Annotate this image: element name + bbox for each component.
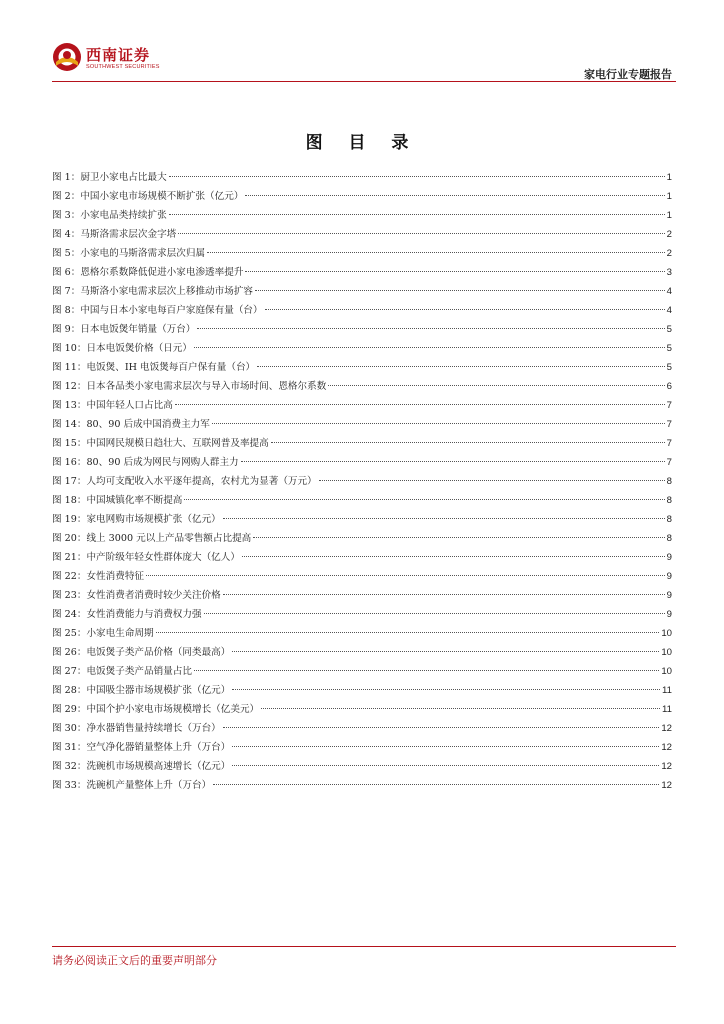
toc-entry-page: 4 xyxy=(666,286,672,297)
toc-entry-label: 图 8：中国与日本小家电每百户家庭保有量（台） xyxy=(52,305,263,316)
toc-entry[interactable] xyxy=(52,491,672,510)
toc-entry-page: 5 xyxy=(666,362,672,373)
company-logo xyxy=(52,42,202,74)
header-divider xyxy=(52,81,676,82)
toc-entry-page: 9 xyxy=(666,609,672,620)
toc-entry-label: 图 12：日本各品类小家电需求层次与导入市场时间、恩格尔系数 xyxy=(52,381,327,392)
toc-leader-dots xyxy=(319,480,665,481)
toc-entry-page: 1 xyxy=(666,172,672,183)
toc-entry[interactable] xyxy=(52,415,672,434)
toc-entry-label: 图 22：女性消费特征 xyxy=(52,571,145,582)
toc-entry-page: 1 xyxy=(666,191,672,202)
toc-leader-dots xyxy=(271,442,665,443)
toc-entry-page: 8 xyxy=(666,514,672,525)
toc-entry-page: 7 xyxy=(666,400,672,411)
toc-entry-page: 9 xyxy=(666,590,672,601)
toc-entry-page: 8 xyxy=(666,495,672,506)
toc-entry[interactable] xyxy=(52,567,672,586)
toc-leader-dots xyxy=(241,461,665,462)
toc-leader-dots xyxy=(223,727,660,728)
toc-entry-page: 5 xyxy=(666,343,672,354)
toc-leader-dots xyxy=(194,347,665,348)
report-title: 家电行业专题报告 xyxy=(584,68,672,81)
toc-entry-page: 6 xyxy=(666,381,672,392)
toc-entry-page: 4 xyxy=(666,305,672,316)
toc-entry-page: 11 xyxy=(662,704,672,715)
toc-entry-label: 图 25：小家电生命周期 xyxy=(52,628,154,639)
toc-entry-label: 图 28：中国吸尘器市场规模扩张（亿元） xyxy=(52,685,231,696)
toc-entry[interactable] xyxy=(52,472,672,491)
toc-entry[interactable] xyxy=(52,586,672,605)
toc-entry-page: 7 xyxy=(666,457,672,468)
logo-cn-text: 西南证券 xyxy=(86,46,151,64)
toc-entry[interactable] xyxy=(52,719,672,738)
toc-leader-dots xyxy=(328,385,664,386)
toc-entry[interactable] xyxy=(52,377,672,396)
toc-entry-label: 图 30：净水器销售量持续增长（万台） xyxy=(52,723,221,734)
toc-entry[interactable] xyxy=(52,434,672,453)
toc-entry-label: 图 2：中国小家电市场规模不断扩张（亿元） xyxy=(52,191,244,202)
toc-entry[interactable] xyxy=(52,700,672,719)
toc-entry[interactable] xyxy=(52,681,672,700)
toc-leader-dots xyxy=(207,252,665,253)
toc-title: 图 目 录 xyxy=(305,133,419,153)
toc-entry-page: 3 xyxy=(666,267,672,278)
toc-entry-label: 图 18：中国城镇化率不断提高 xyxy=(52,495,183,506)
toc-entry[interactable] xyxy=(52,225,672,244)
toc-leader-dots xyxy=(223,518,665,519)
toc-entry-page: 10 xyxy=(661,666,672,677)
toc-leader-dots xyxy=(255,290,665,291)
toc-entry[interactable] xyxy=(52,605,672,624)
toc-entry[interactable] xyxy=(52,263,672,282)
toc-entry-label: 图 9：日本电饭煲年销量（万台） xyxy=(52,324,196,335)
toc-leader-dots xyxy=(184,499,664,500)
toc-entry-label: 图 31：空气净化器销量整体上升（万台） xyxy=(52,742,231,753)
toc-entry-page: 2 xyxy=(666,248,672,259)
toc-entry-page: 12 xyxy=(661,742,672,753)
toc-entry[interactable] xyxy=(52,168,672,187)
toc-entry-page: 5 xyxy=(666,324,672,335)
toc-entry-page: 12 xyxy=(661,780,672,791)
toc-leader-dots xyxy=(232,765,659,766)
toc-entry-page: 12 xyxy=(661,723,672,734)
toc-entry[interactable] xyxy=(52,282,672,301)
toc-leader-dots xyxy=(212,423,665,424)
toc-entry[interactable] xyxy=(52,396,672,415)
toc-entry-label: 图 15：中国网民规模日趋壮大、互联网普及率提高 xyxy=(52,438,269,449)
logo-emblem-icon xyxy=(52,42,82,72)
logo-en-text: SOUTHWEST SECURITIES xyxy=(86,64,160,70)
toc-entry-label: 图 3：小家电品类持续扩张 xyxy=(52,210,167,221)
toc-leader-dots xyxy=(178,233,664,234)
toc-entry-label: 图 10：日本电饭煲价格（日元） xyxy=(52,343,192,354)
toc-entry[interactable] xyxy=(52,510,672,529)
toc-leader-dots xyxy=(194,670,659,671)
toc-entry-label: 图 20：线上 3000 元以上产品零售额占比提高 xyxy=(52,533,252,544)
toc-entry[interactable] xyxy=(52,453,672,472)
toc-entry-page: 2 xyxy=(666,229,672,240)
toc-leader-dots xyxy=(265,309,665,310)
toc-entry[interactable] xyxy=(52,187,672,206)
toc-entry-page: 8 xyxy=(666,533,672,544)
table-of-figures xyxy=(52,168,672,795)
toc-entry-label: 图 26：电饭煲子类产品价格（同类最高） xyxy=(52,647,231,658)
toc-entry[interactable] xyxy=(52,643,672,662)
toc-entry-page: 12 xyxy=(661,761,672,772)
toc-leader-dots xyxy=(245,195,664,196)
page-header xyxy=(52,42,676,82)
toc-entry-label: 图 29：中国个护小家电市场规模增长（亿美元） xyxy=(52,704,260,715)
toc-leader-dots xyxy=(156,632,660,633)
toc-entry[interactable] xyxy=(52,320,672,339)
toc-leader-dots xyxy=(253,537,664,538)
toc-leader-dots xyxy=(223,594,665,595)
toc-entry[interactable] xyxy=(52,301,672,320)
toc-entry-label: 图 14：80、90 后成中国消费主力军 xyxy=(52,419,210,430)
toc-entry-page: 11 xyxy=(662,685,672,696)
toc-entry-label: 图 7：马斯洛小家电需求层次上移推动市场扩容 xyxy=(52,286,254,297)
toc-entry-label: 图 11：电饭煲、IH 电饭煲每百户保有量（台） xyxy=(52,362,256,373)
toc-leader-dots xyxy=(197,328,664,329)
toc-entry-label: 图 6：恩格尔系数降低促进小家电渗透率提升 xyxy=(52,267,244,278)
toc-entry[interactable] xyxy=(52,339,672,358)
toc-entry-label: 图 27：电饭煲子类产品销量占比 xyxy=(52,666,192,677)
toc-entry-page: 10 xyxy=(661,628,672,639)
toc-entry-page: 9 xyxy=(666,552,672,563)
toc-entry-page: 9 xyxy=(666,571,672,582)
toc-leader-dots xyxy=(245,271,664,272)
toc-entry[interactable] xyxy=(52,738,672,757)
toc-entry-label: 图 24：女性消费能力与消费权力强 xyxy=(52,609,202,620)
toc-entry[interactable] xyxy=(52,548,672,567)
toc-entry[interactable] xyxy=(52,776,672,795)
toc-entry-page: 10 xyxy=(661,647,672,658)
toc-entry[interactable] xyxy=(52,757,672,776)
toc-entry-page: 7 xyxy=(666,419,672,430)
toc-leader-dots xyxy=(175,404,665,405)
toc-leader-dots xyxy=(169,214,665,215)
footer-disclaimer: 请务必阅读正文后的重要声明部分 xyxy=(52,954,217,967)
toc-leader-dots xyxy=(169,176,665,177)
toc-entry-page: 1 xyxy=(666,210,672,221)
toc-entry-label: 图 21：中产阶级年轻女性群体庞大（亿人） xyxy=(52,552,240,563)
toc-entry[interactable] xyxy=(52,358,672,377)
toc-leader-dots xyxy=(146,575,665,576)
toc-entry[interactable] xyxy=(52,206,672,225)
toc-leader-dots xyxy=(232,689,660,690)
toc-leader-dots xyxy=(232,746,659,747)
toc-entry-label: 图 1：厨卫小家电占比最大 xyxy=(52,172,167,183)
toc-entry-page: 8 xyxy=(666,476,672,487)
toc-entry-label: 图 19：家电网购市场规模扩张（亿元） xyxy=(52,514,221,525)
toc-entry-label: 图 5：小家电的马斯洛需求层次归属 xyxy=(52,248,206,259)
toc-entry[interactable] xyxy=(52,244,672,263)
toc-leader-dots xyxy=(204,613,665,614)
toc-entry-label: 图 32：洗碗机市场规模高速增长（亿元） xyxy=(52,761,231,772)
footer-divider xyxy=(52,946,676,947)
toc-entry[interactable] xyxy=(52,662,672,681)
toc-leader-dots xyxy=(232,651,659,652)
toc-entry[interactable] xyxy=(52,624,672,643)
toc-entry-label: 图 4：马斯洛需求层次金字塔 xyxy=(52,229,177,240)
toc-entry[interactable] xyxy=(52,529,672,548)
toc-leader-dots xyxy=(213,784,659,785)
toc-entry-label: 图 23：女性消费者消费时较少关注价格 xyxy=(52,590,221,601)
toc-entry-label: 图 13：中国年轻人口占比高 xyxy=(52,400,173,411)
toc-entry-label: 图 33：洗碗机产量整体上升（万台） xyxy=(52,780,212,791)
toc-entry-label: 图 16：80、90 后成为网民与网购人群主力 xyxy=(52,457,239,468)
toc-leader-dots xyxy=(257,366,665,367)
toc-leader-dots xyxy=(261,708,660,709)
toc-entry-label: 图 17：人均可支配收入水平逐年提高，农村尤为显著（万元） xyxy=(52,476,317,487)
toc-leader-dots xyxy=(242,556,665,557)
toc-entry-page: 7 xyxy=(666,438,672,449)
